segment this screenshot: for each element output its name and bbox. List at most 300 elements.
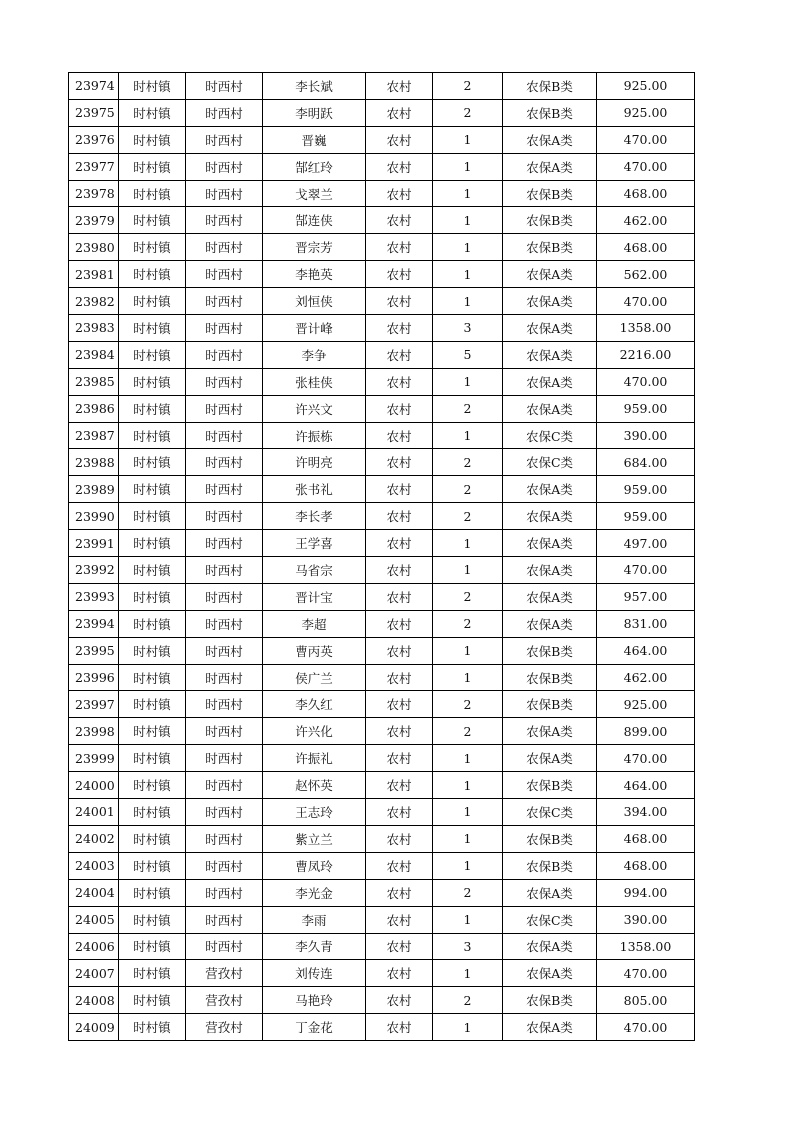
record-id-cell: 23977 [69,153,119,180]
town-cell: 时村镇 [119,852,186,879]
table-row [69,583,695,610]
area-type-cell: 农村 [366,126,433,153]
village-cell: 时西村 [186,825,263,852]
household-size-cell: 1 [433,799,503,826]
town-cell: 时村镇 [119,99,186,126]
village-cell: 时西村 [186,207,263,234]
record-id-cell: 23989 [69,476,119,503]
village-cell: 时西村 [186,234,263,261]
category-cell: 农保A类 [503,530,597,557]
name-cell: 李长孝 [263,503,366,530]
household-size-cell: 2 [433,610,503,637]
village-cell: 时西村 [186,879,263,906]
amount-cell: 562.00 [597,261,695,288]
village-cell: 时西村 [186,583,263,610]
amount-cell: 684.00 [597,449,695,476]
record-id-cell: 23980 [69,234,119,261]
household-size-cell: 1 [433,153,503,180]
amount-cell: 925.00 [597,691,695,718]
town-cell: 时村镇 [119,718,186,745]
amount-cell: 470.00 [597,126,695,153]
household-size-cell: 1 [433,288,503,315]
table-row [69,288,695,315]
name-cell: 许兴化 [263,718,366,745]
table-row [69,261,695,288]
record-id-cell: 24006 [69,933,119,960]
household-size-cell: 2 [433,99,503,126]
village-cell: 时西村 [186,610,263,637]
amount-cell: 468.00 [597,180,695,207]
amount-cell: 470.00 [597,745,695,772]
name-cell: 刘恒侠 [263,288,366,315]
category-cell: 农保B类 [503,852,597,879]
name-cell: 戈翠兰 [263,180,366,207]
area-type-cell: 农村 [366,557,433,584]
area-type-cell: 农村 [366,772,433,799]
area-type-cell: 农村 [366,664,433,691]
table-row [69,691,695,718]
table-row [69,207,695,234]
category-cell: 农保C类 [503,906,597,933]
household-size-cell: 1 [433,772,503,799]
amount-cell: 468.00 [597,852,695,879]
table-row [69,234,695,261]
town-cell: 时村镇 [119,745,186,772]
household-size-cell: 1 [433,637,503,664]
area-type-cell: 农村 [366,960,433,987]
town-cell: 时村镇 [119,637,186,664]
village-cell: 时西村 [186,153,263,180]
record-id-cell: 23995 [69,637,119,664]
area-type-cell: 农村 [366,315,433,342]
area-type-cell: 农村 [366,691,433,718]
area-type-cell: 农村 [366,341,433,368]
household-size-cell: 2 [433,691,503,718]
town-cell: 时村镇 [119,315,186,342]
area-type-cell: 农村 [366,933,433,960]
amount-cell: 2216.00 [597,341,695,368]
name-cell: 王学喜 [263,530,366,557]
village-cell: 时西村 [186,772,263,799]
area-type-cell: 农村 [366,987,433,1014]
name-cell: 李久红 [263,691,366,718]
household-size-cell: 2 [433,503,503,530]
record-id-cell: 24003 [69,852,119,879]
table-body [69,73,695,1041]
record-id-cell: 24007 [69,960,119,987]
record-id-cell: 23999 [69,745,119,772]
town-cell: 时村镇 [119,664,186,691]
town-cell: 时村镇 [119,234,186,261]
name-cell: 马省宗 [263,557,366,584]
town-cell: 时村镇 [119,126,186,153]
amount-cell: 468.00 [597,234,695,261]
town-cell: 时村镇 [119,825,186,852]
table-row [69,799,695,826]
amount-cell: 805.00 [597,987,695,1014]
household-size-cell: 1 [433,557,503,584]
name-cell: 丁金花 [263,1014,366,1041]
area-type-cell: 农村 [366,879,433,906]
amount-cell: 959.00 [597,476,695,503]
table-row [69,718,695,745]
table-row [69,73,695,100]
record-id-cell: 23993 [69,583,119,610]
category-cell: 农保A类 [503,126,597,153]
name-cell: 晋巍 [263,126,366,153]
town-cell: 时村镇 [119,799,186,826]
table-row [69,960,695,987]
category-cell: 农保A类 [503,879,597,906]
amount-cell: 462.00 [597,207,695,234]
area-type-cell: 农村 [366,207,433,234]
household-size-cell: 2 [433,987,503,1014]
amount-cell: 462.00 [597,664,695,691]
name-cell: 紫立兰 [263,825,366,852]
household-size-cell: 2 [433,476,503,503]
record-id-cell: 24002 [69,825,119,852]
town-cell: 时村镇 [119,476,186,503]
amount-cell: 394.00 [597,799,695,826]
town-cell: 时村镇 [119,449,186,476]
name-cell: 侯广兰 [263,664,366,691]
category-cell: 农保C类 [503,799,597,826]
area-type-cell: 农村 [366,449,433,476]
category-cell: 农保A类 [503,476,597,503]
record-id-cell: 23998 [69,718,119,745]
amount-cell: 497.00 [597,530,695,557]
town-cell: 时村镇 [119,987,186,1014]
record-id-cell: 23978 [69,180,119,207]
category-cell: 农保A类 [503,368,597,395]
name-cell: 李艳英 [263,261,366,288]
record-id-cell: 24000 [69,772,119,799]
town-cell: 时村镇 [119,1014,186,1041]
record-id-cell: 23979 [69,207,119,234]
name-cell: 李久青 [263,933,366,960]
category-cell: 农保A类 [503,933,597,960]
table-row [69,180,695,207]
table-row [69,637,695,664]
category-cell: 农保B类 [503,825,597,852]
table-row [69,610,695,637]
household-size-cell: 1 [433,664,503,691]
village-cell: 时西村 [186,99,263,126]
table-row [69,906,695,933]
village-cell: 时西村 [186,637,263,664]
record-id-cell: 23992 [69,557,119,584]
name-cell: 郜红玲 [263,153,366,180]
record-id-cell: 23974 [69,73,119,100]
record-id-cell: 24008 [69,987,119,1014]
name-cell: 曹丙英 [263,637,366,664]
category-cell: 农保A类 [503,1014,597,1041]
area-type-cell: 农村 [366,368,433,395]
category-cell: 农保B类 [503,99,597,126]
table-row [69,368,695,395]
area-type-cell: 农村 [366,745,433,772]
category-cell: 农保B类 [503,234,597,261]
table-row [69,422,695,449]
household-size-cell: 1 [433,1014,503,1041]
record-id-cell: 24009 [69,1014,119,1041]
amount-cell: 994.00 [597,879,695,906]
table-row [69,530,695,557]
name-cell: 李雨 [263,906,366,933]
area-type-cell: 农村 [366,799,433,826]
record-id-cell: 23982 [69,288,119,315]
amount-cell: 831.00 [597,610,695,637]
household-size-cell: 1 [433,261,503,288]
village-cell: 时西村 [186,503,263,530]
table-row [69,879,695,906]
name-cell: 李争 [263,341,366,368]
record-id-cell: 24005 [69,906,119,933]
household-size-cell: 1 [433,530,503,557]
amount-cell: 470.00 [597,153,695,180]
record-id-cell: 24004 [69,879,119,906]
record-id-cell: 23991 [69,530,119,557]
record-id-cell: 23994 [69,610,119,637]
village-cell: 时西村 [186,906,263,933]
name-cell: 张书礼 [263,476,366,503]
household-size-cell: 2 [433,879,503,906]
village-cell: 营孜村 [186,960,263,987]
name-cell: 晋计宝 [263,583,366,610]
town-cell: 时村镇 [119,960,186,987]
town-cell: 时村镇 [119,772,186,799]
amount-cell: 470.00 [597,1014,695,1041]
household-size-cell: 1 [433,960,503,987]
household-size-cell: 3 [433,933,503,960]
record-id-cell: 23975 [69,99,119,126]
category-cell: 农保B类 [503,180,597,207]
village-cell: 时西村 [186,341,263,368]
village-cell: 时西村 [186,288,263,315]
town-cell: 时村镇 [119,583,186,610]
area-type-cell: 农村 [366,637,433,664]
name-cell: 许振礼 [263,745,366,772]
town-cell: 时村镇 [119,341,186,368]
town-cell: 时村镇 [119,503,186,530]
village-cell: 时西村 [186,395,263,422]
table-row [69,126,695,153]
household-size-cell: 1 [433,126,503,153]
area-type-cell: 农村 [366,476,433,503]
area-type-cell: 农村 [366,718,433,745]
village-cell: 时西村 [186,449,263,476]
record-id-cell: 23976 [69,126,119,153]
amount-cell: 957.00 [597,583,695,610]
category-cell: 农保A类 [503,583,597,610]
category-cell: 农保A类 [503,315,597,342]
name-cell: 许振栋 [263,422,366,449]
category-cell: 农保B类 [503,664,597,691]
area-type-cell: 农村 [366,530,433,557]
name-cell: 王志玲 [263,799,366,826]
household-size-cell: 1 [433,234,503,261]
household-size-cell: 1 [433,852,503,879]
category-cell: 农保C类 [503,449,597,476]
town-cell: 时村镇 [119,395,186,422]
category-cell: 农保A类 [503,395,597,422]
amount-cell: 468.00 [597,825,695,852]
household-size-cell: 1 [433,368,503,395]
household-size-cell: 1 [433,180,503,207]
record-id-cell: 23983 [69,315,119,342]
record-id-cell: 23987 [69,422,119,449]
name-cell: 李光金 [263,879,366,906]
town-cell: 时村镇 [119,691,186,718]
village-cell: 时西村 [186,422,263,449]
amount-cell: 464.00 [597,772,695,799]
name-cell: 李超 [263,610,366,637]
village-cell: 时西村 [186,261,263,288]
amount-cell: 470.00 [597,960,695,987]
category-cell: 农保A类 [503,288,597,315]
table-row [69,664,695,691]
table-row [69,315,695,342]
town-cell: 时村镇 [119,906,186,933]
category-cell: 农保B类 [503,73,597,100]
household-size-cell: 1 [433,422,503,449]
name-cell: 赵怀英 [263,772,366,799]
amount-cell: 959.00 [597,395,695,422]
town-cell: 时村镇 [119,879,186,906]
name-cell: 晋宗芳 [263,234,366,261]
town-cell: 时村镇 [119,288,186,315]
table-row [69,987,695,1014]
town-cell: 时村镇 [119,73,186,100]
household-size-cell: 2 [433,395,503,422]
village-cell: 时西村 [186,315,263,342]
area-type-cell: 农村 [366,73,433,100]
amount-cell: 390.00 [597,422,695,449]
table-row [69,852,695,879]
area-type-cell: 农村 [366,395,433,422]
town-cell: 时村镇 [119,530,186,557]
household-size-cell: 2 [433,718,503,745]
amount-cell: 470.00 [597,288,695,315]
category-cell: 农保A类 [503,557,597,584]
village-cell: 营孜村 [186,1014,263,1041]
amount-cell: 390.00 [597,906,695,933]
village-cell: 时西村 [186,799,263,826]
table-row [69,395,695,422]
table-row [69,825,695,852]
name-cell: 刘传连 [263,960,366,987]
area-type-cell: 农村 [366,99,433,126]
record-id-cell: 23996 [69,664,119,691]
household-size-cell: 2 [433,73,503,100]
category-cell: 农保A类 [503,960,597,987]
area-type-cell: 农村 [366,906,433,933]
area-type-cell: 农村 [366,610,433,637]
table-row [69,1014,695,1041]
village-cell: 时西村 [186,718,263,745]
category-cell: 农保A类 [503,745,597,772]
area-type-cell: 农村 [366,1014,433,1041]
amount-cell: 1358.00 [597,933,695,960]
household-size-cell: 1 [433,906,503,933]
table-row [69,745,695,772]
table-row [69,153,695,180]
amount-cell: 959.00 [597,503,695,530]
village-cell: 时西村 [186,126,263,153]
village-cell: 时西村 [186,691,263,718]
village-cell: 时西村 [186,557,263,584]
area-type-cell: 农村 [366,825,433,852]
table-row [69,557,695,584]
record-id-cell: 23981 [69,261,119,288]
record-id-cell: 23986 [69,395,119,422]
household-size-cell: 1 [433,207,503,234]
village-cell: 时西村 [186,530,263,557]
name-cell: 许兴文 [263,395,366,422]
name-cell: 郜连侠 [263,207,366,234]
table-row [69,933,695,960]
category-cell: 农保A类 [503,718,597,745]
record-id-cell: 23988 [69,449,119,476]
record-id-cell: 23997 [69,691,119,718]
household-size-cell: 1 [433,745,503,772]
village-cell: 时西村 [186,73,263,100]
amount-cell: 470.00 [597,368,695,395]
village-cell: 时西村 [186,933,263,960]
area-type-cell: 农村 [366,261,433,288]
amount-cell: 925.00 [597,99,695,126]
name-cell: 许明亮 [263,449,366,476]
village-cell: 时西村 [186,368,263,395]
name-cell: 晋计峰 [263,315,366,342]
area-type-cell: 农村 [366,422,433,449]
record-id-cell: 24001 [69,799,119,826]
village-cell: 营孜村 [186,987,263,1014]
table-row [69,772,695,799]
town-cell: 时村镇 [119,153,186,180]
town-cell: 时村镇 [119,368,186,395]
town-cell: 时村镇 [119,557,186,584]
table-row [69,449,695,476]
category-cell: 农保B类 [503,207,597,234]
category-cell: 农保A类 [503,503,597,530]
name-cell: 曹凤玲 [263,852,366,879]
village-cell: 时西村 [186,476,263,503]
category-cell: 农保A类 [503,261,597,288]
data-table [68,72,695,1041]
town-cell: 时村镇 [119,207,186,234]
area-type-cell: 农村 [366,503,433,530]
village-cell: 时西村 [186,664,263,691]
town-cell: 时村镇 [119,610,186,637]
area-type-cell: 农村 [366,180,433,207]
town-cell: 时村镇 [119,422,186,449]
household-size-cell: 5 [433,341,503,368]
category-cell: 农保B类 [503,637,597,664]
record-id-cell: 23985 [69,368,119,395]
category-cell: 农保A类 [503,153,597,180]
amount-cell: 464.00 [597,637,695,664]
name-cell: 马艳玲 [263,987,366,1014]
area-type-cell: 农村 [366,852,433,879]
household-size-cell: 1 [433,825,503,852]
category-cell: 农保C类 [503,422,597,449]
table-row [69,99,695,126]
village-cell: 时西村 [186,745,263,772]
amount-cell: 899.00 [597,718,695,745]
area-type-cell: 农村 [366,288,433,315]
village-cell: 时西村 [186,852,263,879]
